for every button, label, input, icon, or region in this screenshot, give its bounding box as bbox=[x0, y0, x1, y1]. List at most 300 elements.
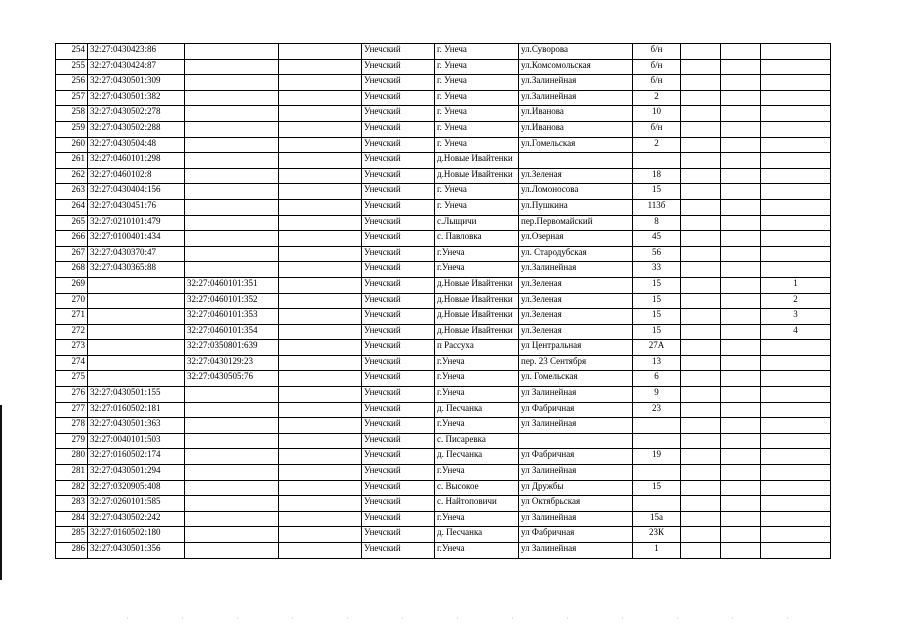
row-number-cell: 257 bbox=[56, 90, 88, 106]
district-cell: Унечский bbox=[362, 449, 435, 465]
street-cell: ул.Зеленая bbox=[519, 293, 633, 309]
table-row bbox=[56, 355, 831, 371]
table-row bbox=[56, 59, 831, 75]
house-number-cell: б/н bbox=[633, 59, 681, 75]
table-row bbox=[56, 511, 831, 527]
extra-cell bbox=[681, 293, 721, 309]
scan-artifact-dots bbox=[100, 617, 800, 619]
row-number-cell: 286 bbox=[56, 543, 88, 559]
empty-cell bbox=[279, 262, 362, 278]
extra-cell bbox=[681, 75, 721, 91]
house-number-cell: 113б bbox=[633, 199, 681, 215]
extra-cell bbox=[721, 402, 761, 418]
empty-cell bbox=[279, 231, 362, 247]
house-number-cell: 15а bbox=[633, 511, 681, 527]
row-number-cell: 280 bbox=[56, 449, 88, 465]
empty-cell bbox=[279, 168, 362, 184]
district-cell: Унечский bbox=[362, 168, 435, 184]
empty-cell bbox=[279, 402, 362, 418]
extra-cell bbox=[721, 387, 761, 403]
extra-cell bbox=[681, 309, 721, 325]
cadastral-number-cell: 32:27:0210101:479 bbox=[88, 215, 185, 231]
empty-cell bbox=[279, 371, 362, 387]
extra-cell bbox=[681, 480, 721, 496]
house-number-cell: 6 bbox=[633, 371, 681, 387]
extra-cell bbox=[681, 449, 721, 465]
house-number-cell bbox=[633, 433, 681, 449]
cadastral-number-alt-cell: 32:27:0460101:353 bbox=[185, 309, 279, 325]
cadastral-number-alt-cell: 32:27:0350801:639 bbox=[185, 340, 279, 356]
row-number-cell: 278 bbox=[56, 418, 88, 434]
extra-cell bbox=[721, 324, 761, 340]
locality-cell: г. Унеча bbox=[435, 121, 519, 137]
district-cell: Унечский bbox=[362, 137, 435, 153]
row-number-cell: 273 bbox=[56, 340, 88, 356]
extra-cell bbox=[721, 527, 761, 543]
extra-cell bbox=[721, 90, 761, 106]
district-cell: Унечский bbox=[362, 418, 435, 434]
empty-cell bbox=[279, 511, 362, 527]
district-cell: Унечский bbox=[362, 277, 435, 293]
district-cell: Унечский bbox=[362, 402, 435, 418]
cadastral-number-alt-cell: 32:27:0460101:352 bbox=[185, 293, 279, 309]
locality-cell: г. Унеча bbox=[435, 75, 519, 91]
row-number-cell: 255 bbox=[56, 59, 88, 75]
cadastral-number-alt-cell bbox=[185, 527, 279, 543]
cadastral-number-cell bbox=[88, 324, 185, 340]
cadastral-number-cell: 32:27:0430451:76 bbox=[88, 199, 185, 215]
street-cell: ул. Гомельская bbox=[519, 371, 633, 387]
locality-cell: г. Унеча bbox=[435, 199, 519, 215]
cadastral-number-alt-cell bbox=[185, 44, 279, 60]
extra-cell bbox=[721, 293, 761, 309]
table-row bbox=[56, 90, 831, 106]
table-row bbox=[56, 262, 831, 278]
street-cell: ул Фабричная bbox=[519, 402, 633, 418]
apartment-number-cell bbox=[761, 465, 831, 481]
house-number-cell: б/н bbox=[633, 44, 681, 60]
table-row bbox=[56, 449, 831, 465]
empty-cell bbox=[279, 277, 362, 293]
empty-cell bbox=[279, 543, 362, 559]
locality-cell: д. Песчанка bbox=[435, 527, 519, 543]
locality-cell: д.Новые Ивайтенки bbox=[435, 324, 519, 340]
extra-cell bbox=[681, 168, 721, 184]
extra-cell bbox=[681, 153, 721, 169]
apartment-number-cell bbox=[761, 496, 831, 512]
house-number-cell: 23 bbox=[633, 402, 681, 418]
extra-cell bbox=[721, 106, 761, 122]
row-number-cell: 269 bbox=[56, 277, 88, 293]
district-cell: Унечский bbox=[362, 309, 435, 325]
empty-cell bbox=[279, 106, 362, 122]
apartment-number-cell bbox=[761, 418, 831, 434]
apartment-number-cell bbox=[761, 433, 831, 449]
street-cell: ул. Стародубская bbox=[519, 246, 633, 262]
street-cell: ул Залинейная bbox=[519, 465, 633, 481]
street-cell: ул.Гомельская bbox=[519, 137, 633, 153]
extra-cell bbox=[721, 262, 761, 278]
street-cell: ул Дружбы bbox=[519, 480, 633, 496]
locality-cell: д.Новые Ивайтенки bbox=[435, 168, 519, 184]
house-number-cell bbox=[633, 496, 681, 512]
row-number-cell: 265 bbox=[56, 215, 88, 231]
apartment-number-cell bbox=[761, 231, 831, 247]
extra-cell bbox=[721, 231, 761, 247]
table-row bbox=[56, 402, 831, 418]
street-cell: ул.Залинейная bbox=[519, 90, 633, 106]
row-number-cell: 274 bbox=[56, 355, 88, 371]
extra-cell bbox=[681, 90, 721, 106]
row-number-cell: 262 bbox=[56, 168, 88, 184]
row-number-cell: 272 bbox=[56, 324, 88, 340]
extra-cell bbox=[681, 106, 721, 122]
cadastral-number-alt-cell bbox=[185, 480, 279, 496]
extra-cell bbox=[681, 527, 721, 543]
district-cell: Унечский bbox=[362, 433, 435, 449]
cadastral-number-alt-cell bbox=[185, 387, 279, 403]
row-number-cell: 277 bbox=[56, 402, 88, 418]
house-number-cell: 56 bbox=[633, 246, 681, 262]
locality-cell: п Рассуха bbox=[435, 340, 519, 356]
extra-cell bbox=[721, 59, 761, 75]
extra-cell bbox=[681, 246, 721, 262]
cadastral-number-alt-cell bbox=[185, 262, 279, 278]
row-number-cell: 271 bbox=[56, 309, 88, 325]
house-number-cell: 9 bbox=[633, 387, 681, 403]
street-cell: ул.Зеленая bbox=[519, 277, 633, 293]
cadastral-number-cell: 32:27:0100401:434 bbox=[88, 231, 185, 247]
house-number-cell: 2 bbox=[633, 137, 681, 153]
row-number-cell: 276 bbox=[56, 387, 88, 403]
locality-cell: с. Высокое bbox=[435, 480, 519, 496]
empty-cell bbox=[279, 480, 362, 496]
cadastral-number-alt-cell: 32:27:0430129:23 bbox=[185, 355, 279, 371]
row-number-cell: 281 bbox=[56, 465, 88, 481]
street-cell: ул.Пушкина bbox=[519, 199, 633, 215]
district-cell: Унечский bbox=[362, 44, 435, 60]
street-cell: ул Залинейная bbox=[519, 418, 633, 434]
empty-cell bbox=[279, 309, 362, 325]
apartment-number-cell: 3 bbox=[761, 309, 831, 325]
table-row bbox=[56, 246, 831, 262]
table-row bbox=[56, 293, 831, 309]
house-number-cell: 18 bbox=[633, 168, 681, 184]
street-cell: ул Фабричная bbox=[519, 527, 633, 543]
street-cell: пер. 23 Сентября bbox=[519, 355, 633, 371]
street-cell: ул.Комсомольская bbox=[519, 59, 633, 75]
extra-cell bbox=[681, 496, 721, 512]
district-cell: Унечский bbox=[362, 153, 435, 169]
street-cell bbox=[519, 153, 633, 169]
empty-cell bbox=[279, 153, 362, 169]
district-cell: Унечский bbox=[362, 387, 435, 403]
apartment-number-cell bbox=[761, 75, 831, 91]
house-number-cell: б/н bbox=[633, 121, 681, 137]
house-number-cell: 45 bbox=[633, 231, 681, 247]
district-cell: Унечский bbox=[362, 293, 435, 309]
extra-cell bbox=[681, 433, 721, 449]
extra-cell bbox=[721, 137, 761, 153]
table-row bbox=[56, 496, 831, 512]
district-cell: Унечский bbox=[362, 121, 435, 137]
cadastral-number-cell: 32:27:0460102:8 bbox=[88, 168, 185, 184]
table-row bbox=[56, 324, 831, 340]
empty-cell bbox=[279, 293, 362, 309]
district-cell: Унечский bbox=[362, 355, 435, 371]
table-row bbox=[56, 527, 831, 543]
extra-cell bbox=[681, 387, 721, 403]
cadastral-number-cell bbox=[88, 355, 185, 371]
apartment-number-cell bbox=[761, 449, 831, 465]
apartment-number-cell bbox=[761, 44, 831, 60]
empty-cell bbox=[279, 137, 362, 153]
house-number-cell: 8 bbox=[633, 215, 681, 231]
table-row bbox=[56, 309, 831, 325]
cadastral-number-cell: 32:27:0430501:382 bbox=[88, 90, 185, 106]
street-cell: ул.Озерная bbox=[519, 231, 633, 247]
street-cell: ул Залинейная bbox=[519, 543, 633, 559]
locality-cell: с. Писаревка bbox=[435, 433, 519, 449]
extra-cell bbox=[681, 262, 721, 278]
apartment-number-cell bbox=[761, 355, 831, 371]
empty-cell bbox=[279, 44, 362, 60]
street-cell: ул Залинейная bbox=[519, 387, 633, 403]
district-cell: Унечский bbox=[362, 340, 435, 356]
apartment-number-cell bbox=[761, 246, 831, 262]
cadastral-number-cell: 32:27:0430501:294 bbox=[88, 465, 185, 481]
cadastral-number-cell bbox=[88, 277, 185, 293]
apartment-number-cell bbox=[761, 527, 831, 543]
locality-cell: г. Унеча bbox=[435, 44, 519, 60]
extra-cell bbox=[721, 44, 761, 60]
table-row bbox=[56, 371, 831, 387]
empty-cell bbox=[279, 449, 362, 465]
cadastral-number-alt-cell bbox=[185, 433, 279, 449]
apartment-number-cell: 4 bbox=[761, 324, 831, 340]
table-row bbox=[56, 168, 831, 184]
apartment-number-cell bbox=[761, 480, 831, 496]
empty-cell bbox=[279, 199, 362, 215]
extra-cell bbox=[721, 184, 761, 200]
extra-cell bbox=[681, 59, 721, 75]
locality-cell: д.Новые Ивайтенки bbox=[435, 277, 519, 293]
cadastral-number-cell: 32:27:0430501:155 bbox=[88, 387, 185, 403]
house-number-cell: 27А bbox=[633, 340, 681, 356]
cadastral-number-alt-cell bbox=[185, 543, 279, 559]
extra-cell bbox=[681, 543, 721, 559]
extra-cell bbox=[721, 480, 761, 496]
empty-cell bbox=[279, 496, 362, 512]
cadastral-number-alt-cell bbox=[185, 199, 279, 215]
locality-cell: д.Новые Ивайтенки bbox=[435, 293, 519, 309]
district-cell: Унечский bbox=[362, 465, 435, 481]
district-cell: Унечский bbox=[362, 90, 435, 106]
district-cell: Унечский bbox=[362, 371, 435, 387]
street-cell: ул.Иванова bbox=[519, 121, 633, 137]
apartment-number-cell bbox=[761, 215, 831, 231]
extra-cell bbox=[681, 121, 721, 137]
cadastral-number-alt-cell bbox=[185, 418, 279, 434]
district-cell: Унечский bbox=[362, 59, 435, 75]
extra-cell bbox=[681, 402, 721, 418]
cadastral-number-cell: 32:27:0320905:408 bbox=[88, 480, 185, 496]
empty-cell bbox=[279, 433, 362, 449]
cadastral-number-cell: 32:27:0430501:356 bbox=[88, 543, 185, 559]
house-number-cell: 1 bbox=[633, 543, 681, 559]
extra-cell bbox=[681, 355, 721, 371]
empty-cell bbox=[279, 465, 362, 481]
extra-cell bbox=[681, 231, 721, 247]
table-body bbox=[56, 44, 831, 559]
cadastral-number-alt-cell bbox=[185, 215, 279, 231]
apartment-number-cell: 1 bbox=[761, 277, 831, 293]
locality-cell: г.Унеча bbox=[435, 465, 519, 481]
locality-cell: г.Унеча bbox=[435, 246, 519, 262]
table-row bbox=[56, 433, 831, 449]
street-cell bbox=[519, 433, 633, 449]
extra-cell bbox=[681, 199, 721, 215]
locality-cell: г. Унеча bbox=[435, 106, 519, 122]
extra-cell bbox=[681, 277, 721, 293]
table-row bbox=[56, 75, 831, 91]
apartment-number-cell bbox=[761, 340, 831, 356]
row-number-cell: 261 bbox=[56, 153, 88, 169]
street-cell: ул Фабричная bbox=[519, 449, 633, 465]
district-cell: Унечский bbox=[362, 324, 435, 340]
cadastral-number-cell bbox=[88, 309, 185, 325]
apartment-number-cell bbox=[761, 121, 831, 137]
cadastral-number-cell: 32:27:0430501:363 bbox=[88, 418, 185, 434]
table-row bbox=[56, 543, 831, 559]
cadastral-number-alt-cell bbox=[185, 246, 279, 262]
district-cell: Унечский bbox=[362, 511, 435, 527]
apartment-number-cell bbox=[761, 137, 831, 153]
street-cell: ул.Зеленая bbox=[519, 309, 633, 325]
extra-cell bbox=[721, 75, 761, 91]
cadastral-number-cell: 32:27:0430365:88 bbox=[88, 262, 185, 278]
cadastral-number-cell: 32:27:0160502:181 bbox=[88, 402, 185, 418]
locality-cell: г.Унеча bbox=[435, 371, 519, 387]
locality-cell: г. Унеча bbox=[435, 59, 519, 75]
table-row bbox=[56, 215, 831, 231]
cadastral-number-cell: 32:27:0430370:47 bbox=[88, 246, 185, 262]
extra-cell bbox=[721, 511, 761, 527]
cadastral-number-cell: 32:27:0160502:180 bbox=[88, 527, 185, 543]
cadastral-number-alt-cell bbox=[185, 106, 279, 122]
row-number-cell: 264 bbox=[56, 199, 88, 215]
house-number-cell: б/н bbox=[633, 75, 681, 91]
extra-cell bbox=[721, 371, 761, 387]
locality-cell: д.Новые Ивайтенки bbox=[435, 309, 519, 325]
cadastral-number-cell: 32:27:0430504:48 bbox=[88, 137, 185, 153]
apartment-number-cell bbox=[761, 59, 831, 75]
locality-cell: д. Песчанка bbox=[435, 402, 519, 418]
locality-cell: д.Новые Ивайтенки bbox=[435, 153, 519, 169]
empty-cell bbox=[279, 387, 362, 403]
table-row bbox=[56, 340, 831, 356]
empty-cell bbox=[279, 215, 362, 231]
street-cell: ул.Иванова bbox=[519, 106, 633, 122]
row-number-cell: 283 bbox=[56, 496, 88, 512]
cadastral-number-cell: 32:27:0160502:174 bbox=[88, 449, 185, 465]
scan-edge-mark bbox=[0, 405, 2, 580]
house-number-cell: 23К bbox=[633, 527, 681, 543]
locality-cell: г. Унеча bbox=[435, 184, 519, 200]
empty-cell bbox=[279, 340, 362, 356]
cadastral-number-cell: 32:27:0430502:242 bbox=[88, 511, 185, 527]
extra-cell bbox=[681, 371, 721, 387]
cadastral-number-cell: 32:27:0430501:309 bbox=[88, 75, 185, 91]
table-row bbox=[56, 231, 831, 247]
apartment-number-cell bbox=[761, 402, 831, 418]
row-number-cell: 266 bbox=[56, 231, 88, 247]
row-number-cell: 285 bbox=[56, 527, 88, 543]
district-cell: Унечский bbox=[362, 262, 435, 278]
locality-cell: г.Унеча bbox=[435, 543, 519, 559]
row-number-cell: 256 bbox=[56, 75, 88, 91]
district-cell: Унечский bbox=[362, 246, 435, 262]
locality-cell: д. Песчанка bbox=[435, 449, 519, 465]
house-number-cell bbox=[633, 153, 681, 169]
cadastral-number-alt-cell bbox=[185, 137, 279, 153]
extra-cell bbox=[721, 309, 761, 325]
cadastral-number-cell: 32:27:0460101:298 bbox=[88, 153, 185, 169]
extra-cell bbox=[681, 511, 721, 527]
apartment-number-cell bbox=[761, 168, 831, 184]
house-number-cell: 15 bbox=[633, 293, 681, 309]
empty-cell bbox=[279, 75, 362, 91]
row-number-cell: 284 bbox=[56, 511, 88, 527]
house-number-cell: 19 bbox=[633, 449, 681, 465]
cadastral-number-alt-cell bbox=[185, 121, 279, 137]
cadastral-number-cell: 32:27:0430502:288 bbox=[88, 121, 185, 137]
row-number-cell: 260 bbox=[56, 137, 88, 153]
street-cell: ул Октябрьская bbox=[519, 496, 633, 512]
extra-cell bbox=[721, 168, 761, 184]
empty-cell bbox=[279, 418, 362, 434]
apartment-number-cell bbox=[761, 543, 831, 559]
row-number-cell: 270 bbox=[56, 293, 88, 309]
cadastral-number-alt-cell bbox=[185, 168, 279, 184]
cadastral-number-cell: 32:27:0430424:87 bbox=[88, 59, 185, 75]
house-number-cell: 2 bbox=[633, 90, 681, 106]
row-number-cell: 267 bbox=[56, 246, 88, 262]
street-cell: ул Центральная bbox=[519, 340, 633, 356]
cadastral-number-alt-cell bbox=[185, 75, 279, 91]
house-number-cell bbox=[633, 418, 681, 434]
table-row bbox=[56, 44, 831, 60]
locality-cell: с. Павловка bbox=[435, 231, 519, 247]
extra-cell bbox=[721, 433, 761, 449]
locality-cell: г.Унеча bbox=[435, 387, 519, 403]
apartment-number-cell bbox=[761, 184, 831, 200]
extra-cell bbox=[721, 418, 761, 434]
street-cell: ул.Зеленая bbox=[519, 324, 633, 340]
extra-cell bbox=[721, 199, 761, 215]
cadastral-number-alt-cell bbox=[185, 59, 279, 75]
street-cell: ул.Залинейная bbox=[519, 75, 633, 91]
extra-cell bbox=[721, 355, 761, 371]
house-number-cell: 15 bbox=[633, 480, 681, 496]
district-cell: Унечский bbox=[362, 106, 435, 122]
locality-cell: г. Унеча bbox=[435, 137, 519, 153]
cadastral-number-alt-cell: 32:27:0430505:76 bbox=[185, 371, 279, 387]
street-cell: ул.Залинейная bbox=[519, 262, 633, 278]
empty-cell bbox=[279, 121, 362, 137]
apartment-number-cell bbox=[761, 90, 831, 106]
extra-cell bbox=[721, 496, 761, 512]
